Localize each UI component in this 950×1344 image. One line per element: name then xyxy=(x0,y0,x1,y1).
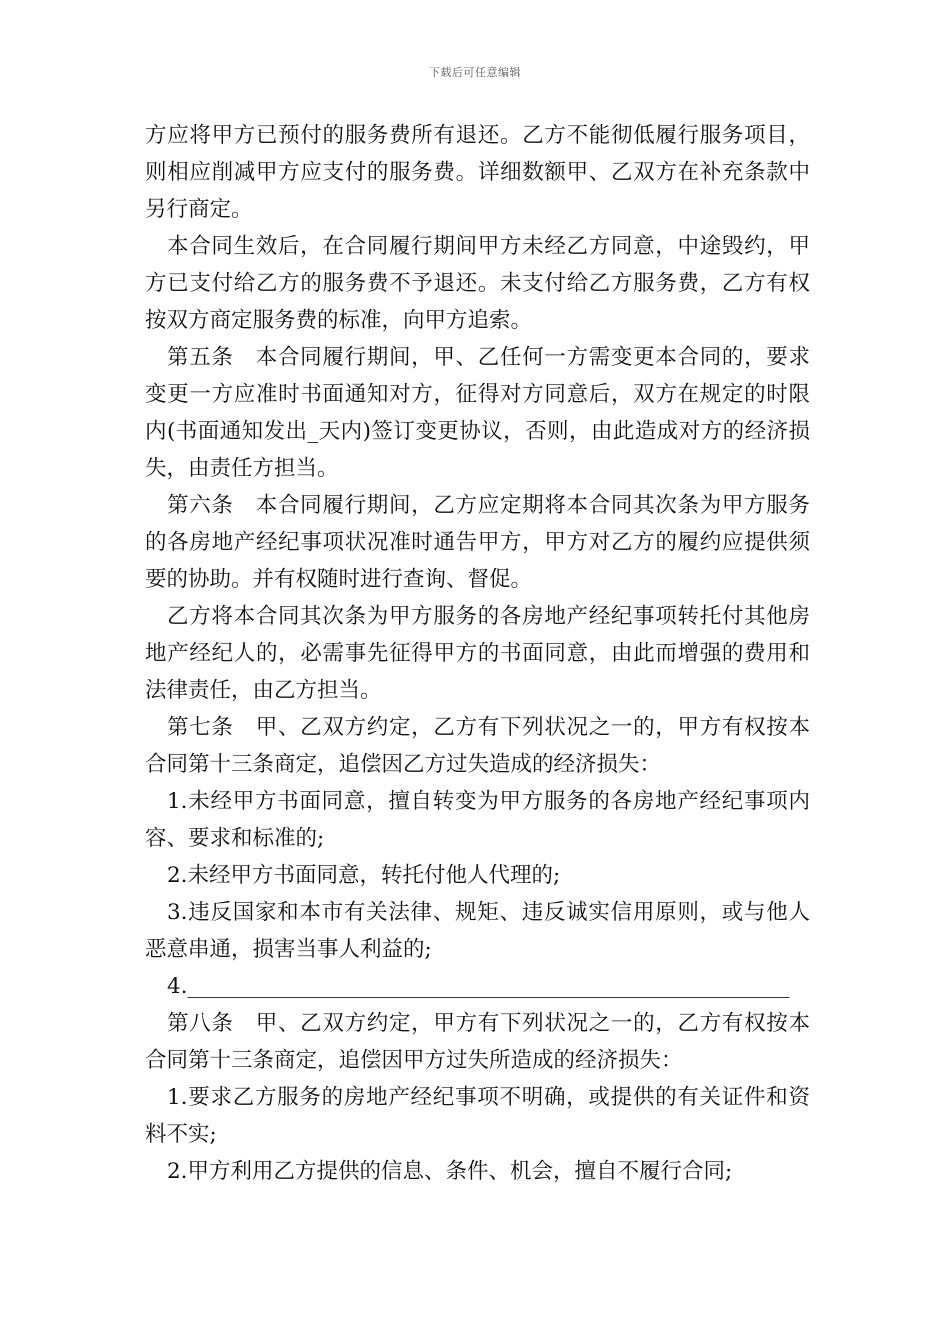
paragraph-article-7: 第七条 甲、乙双方约定，乙方有下列状况之一的，甲方有权按本合同第十三条商定，追偿因乙方过失造成的经济损失： xyxy=(145,715,810,777)
paragraph-article-5: 第五条 本合同履行期间，甲、乙任何一方需变更本合同的，要求变更一方应准时书面通知对方，征得对方同意后，双方在规定的时限内(书面通知发出_天内)签订变更协议，否则，由此造成对方的经济损失，由责任方担当。 xyxy=(145,345,810,481)
list-item-7-3: 3.违反国家和本市有关法律、规矩、违反诚实信用原则，或与他人恶意串通，损害当事人利益的; xyxy=(145,900,810,962)
list-item-8-1: 1.要求乙方服务的房地产经纪事项不明确，或提供的有关证件和资料不实; xyxy=(145,1085,810,1147)
paragraph-article-8: 第八条 甲、乙双方约定，甲方有下列状况之一的，乙方有权按本合同第十三条商定，追偿因甲方过失所造成的经济损失： xyxy=(145,1011,810,1073)
list-item-7-4-blank: 4.________________________________________________________ xyxy=(167,974,790,999)
paragraph-refund-clause: 方应将甲方已预付的服务费所有退还。乙方不能彻低履行服务项目，则相应削减甲方应支付的服务费。详细数额甲、乙双方在补充条款中另行商定。 xyxy=(145,123,810,222)
list-item-7-1: 1.未经甲方书面同意，擅自转变为甲方服务的各房地产经纪事项内容、要求和标准的; xyxy=(145,789,810,851)
paragraph-breach-clause: 本合同生效后，在合同履行期间甲方未经乙方同意，中途毁约，甲方已支付给乙方的服务费不予退还。未支付给乙方服务费，乙方有权按双方商定服务费的标准，向甲方追索。 xyxy=(145,234,810,333)
page-header: 下载后可任意编辑 xyxy=(429,66,521,79)
list-item-8-2: 2.甲方利用乙方提供的信息、条件、机会，擅自不履行合同; xyxy=(167,1159,733,1184)
paragraph-article-6: 第六条 本合同履行期间，乙方应定期将本合同其次条为甲方服务的各房地产经纪事项状况准时通告甲方，甲方对乙方的履约应提供须要的协助。并有权随时进行查询、督促。 xyxy=(145,493,810,592)
list-item-7-2: 2.未经甲方书面同意，转托付他人代理的; xyxy=(167,863,561,888)
paragraph-subcontract: 乙方将本合同其次条为甲方服务的各房地产经纪事项转托付其他房地产经纪人的，必需事先征得甲方的书面同意，由此而增强的费用和法律责任，由乙方担当。 xyxy=(145,604,810,703)
document-body xyxy=(145,117,810,1190)
